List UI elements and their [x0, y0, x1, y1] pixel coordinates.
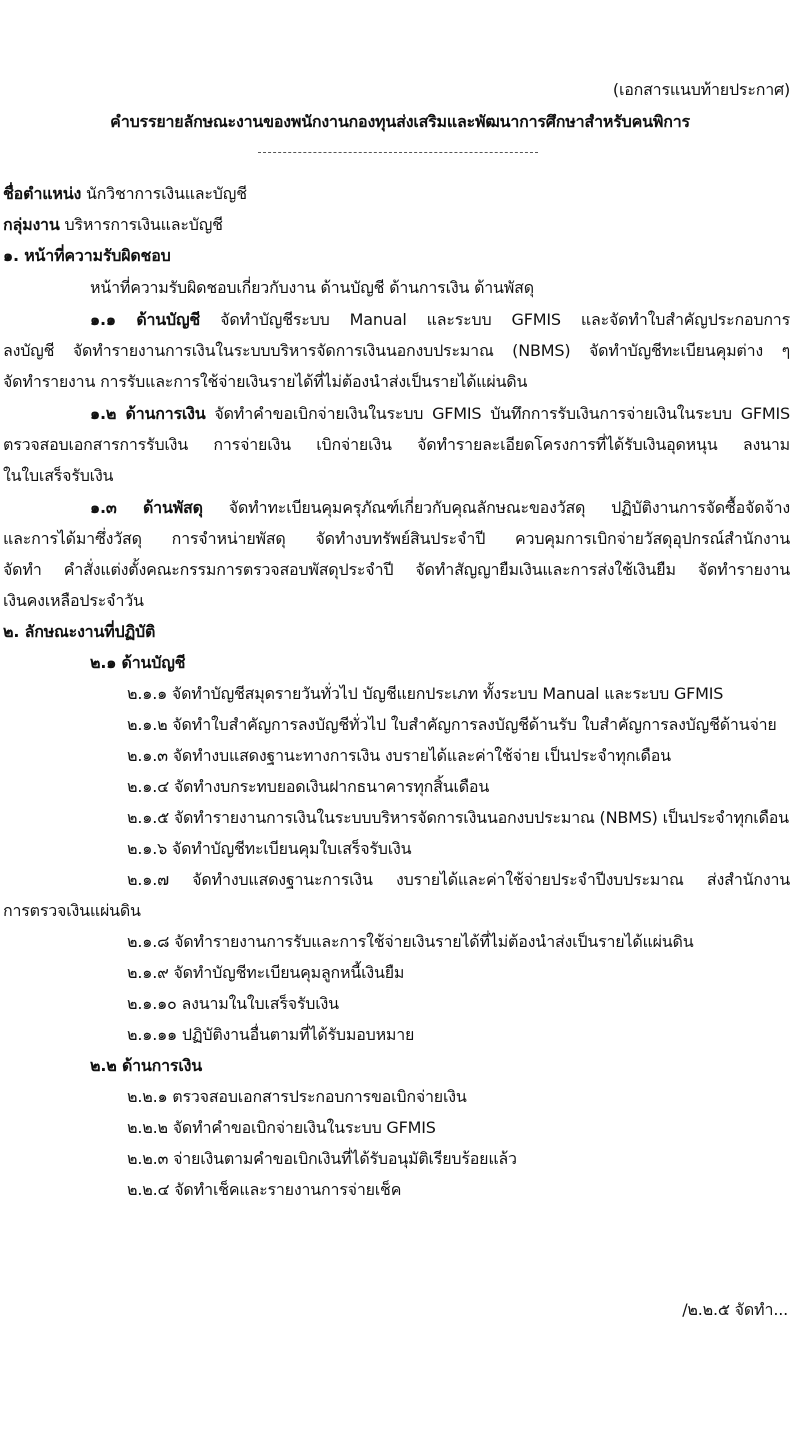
document-title: คำบรรยายลักษณะงานของพนักงานกองทุนส่งเสริมและพัฒนาการศึกษาสำหรับคนพิการ — [110, 112, 690, 131]
position-value: นักวิชาการเงินและบัญชี — [85, 184, 247, 203]
list-item: ๒.๑.๔ จัดทำงบกระทบยอดเงินฝากธนาคารทุกสิ้นเดือน — [127, 777, 490, 796]
p1-3-line2: และการได้มาซึ่งวัสดุ การจำหน่ายพัสดุ จัดทำงบทรัพย์สินประจำปี ควบคุมการเบิกจ่ายวัสดุอุปกรณ์สำนักงาน — [3, 529, 790, 548]
title-separator — [258, 152, 538, 153]
p1-1-text1: จัดทำบัญชีระบบ Manual และระบบ GFMIS และจัดทำใบสำคัญประกอบการ — [220, 310, 790, 329]
list-item: ๒.๑.๑ จัดทำบัญชีสมุดรายวันทั่วไป บัญชีแยกประเภท ทั้งระบบ Manual และระบบ GFMIS — [127, 684, 724, 703]
list-item: ๒.๑.๓ จัดทำงบแสดงฐานะทางการเงิน งบรายได้และค่าใช้จ่าย เป็นประจำทุกเดือน — [127, 746, 671, 765]
list-item: ๒.๒.๑ ตรวจสอบเอกสารประกอบการขอเบิกจ่ายเงิน — [127, 1087, 467, 1106]
position-row — [3, 184, 247, 204]
p1-3-line4: เงินคงเหลือประจำวัน — [3, 591, 144, 610]
p1-2-line3: ในใบเสร็จรับเงิน — [3, 466, 114, 485]
p1-1-line1 — [90, 310, 790, 330]
list-item: ๒.๑.๑๐ ลงนามในใบเสร็จรับเงิน — [127, 994, 339, 1013]
list-item: ๒.๑.๖ จัดทำบัญชีทะเบียนคุมใบเสร็จรับเงิน — [127, 839, 412, 858]
p1-1-label: ๑.๑ ด้านบัญชี — [90, 310, 201, 329]
list-item: ๒.๑.๕ จัดทำรายงานการเงินในระบบบริหารจัดการเงินนอกงบประมาณ (NBMS) เป็นประจำทุกเดือน — [127, 808, 789, 827]
p1-3-line3: จัดทำ คำสั่งแต่งตั้งคณะกรรมการตรวจสอบพัสดุประจำปี จัดทำสัญญายืมเงินและการส่งใช้เงินยืม จัดทำรายงาน — [3, 560, 790, 579]
p1-2-line1 — [90, 404, 790, 424]
list-item: ๒.๑.๗ จัดทำงบแสดงฐานะการเงิน งบรายได้และค่าใช้จ่ายประจำปีงบประมาณ ส่งสำนักงาน — [127, 870, 790, 889]
section1-heading: ๑. หน้าที่ความรับผิดชอบ — [3, 246, 171, 265]
p1-2-label: ๑.๒ ด้านการเงิน — [90, 404, 206, 423]
list-item: ๒.๒.๒ จัดทำคำขอเบิกจ่ายเงินในระบบ GFMIS — [127, 1118, 436, 1137]
p1-2-line2: ตรวจสอบเอกสารการรับเงิน การจ่ายเงิน เบิกจ่ายเงิน จัดทำรายละเอียดโครงการที่ได้รับเงินอุดหนุน ลงนาม — [3, 435, 790, 454]
attachment-note: (เอกสารแนบท้ายประกาศ) — [612, 80, 790, 99]
position-label: ชื่อตำแหน่ง — [3, 184, 82, 203]
p1-1-line2: ลงบัญชี จัดทำรายงานการเงินในระบบบริหารจัดการเงินนอกงบประมาณ (NBMS) จัดทำบัญชีทะเบียนคุมต่าง ๆ — [3, 341, 790, 360]
list-item: ๒.๑.๑๑ ปฏิบัติงานอื่นตามที่ได้รับมอบหมาย — [127, 1025, 415, 1044]
section2-2-heading: ๒.๒ ด้านการเงิน — [90, 1056, 202, 1075]
work-group-value: บริหารการเงินและบัญชี — [64, 215, 223, 234]
list-item: ๒.๑.๘ จัดทำรายงานการรับและการใช้จ่ายเงินรายได้ที่ไม่ต้องนำส่งเป็นรายได้แผ่นดิน — [127, 932, 694, 951]
section2-1-heading: ๒.๑ ด้านบัญชี — [90, 653, 186, 672]
p1-1-line3: จัดทำรายงาน การรับและการใช้จ่ายเงินรายได้ที่ไม่ต้องนำส่งเป็นรายได้แผ่นดิน — [3, 372, 528, 391]
continuation-note: /๒.๒.๕ จัดทำ... — [682, 1300, 788, 1319]
list-item: ๒.๑.๙ จัดทำบัญชีทะเบียนคุมลูกหนี้เงินยืม — [127, 963, 405, 982]
section2-heading: ๒. ลักษณะงานที่ปฏิบัติ — [3, 622, 156, 641]
list-item: ๒.๑.๒ จัดทำใบสำคัญการลงบัญชีทั่วไป ใบสำคัญการลงบัญชีด้านรับ ใบสำคัญการลงบัญชีด้านจ่าย — [127, 715, 777, 734]
list-item-continued: การตรวจเงินแผ่นดิน — [3, 901, 141, 920]
p1-3-line1 — [90, 498, 790, 518]
p1-3-label: ๑.๓ ด้านพัสดุ — [90, 498, 203, 517]
list-item: ๒.๒.๔ จัดทำเช็คและรายงานการจ่ายเช็ค — [127, 1180, 402, 1199]
section1-intro: หน้าที่ความรับผิดชอบเกี่ยวกับงาน ด้านบัญชี ด้านการเงิน ด้านพัสดุ — [90, 278, 534, 297]
work-group-label: กลุ่มงาน — [3, 215, 60, 234]
p1-2-text1: จัดทำคำขอเบิกจ่ายเงินในระบบ GFMIS บันทึกการรับเงินการจ่ายเงินในระบบ GFMIS — [214, 404, 790, 423]
p1-3-text1: จัดทำทะเบียนคุมครุภัณฑ์เกี่ยวกับคุณลักษณะของวัสดุ ปฏิบัติงานการจัดซื้อจัดจ้าง — [228, 498, 790, 517]
list-item: ๒.๒.๓ จ่ายเงินตามคำขอเบิกเงินที่ได้รับอนุมัติเรียบร้อยแล้ว — [127, 1149, 517, 1168]
work-group-row — [3, 215, 223, 235]
